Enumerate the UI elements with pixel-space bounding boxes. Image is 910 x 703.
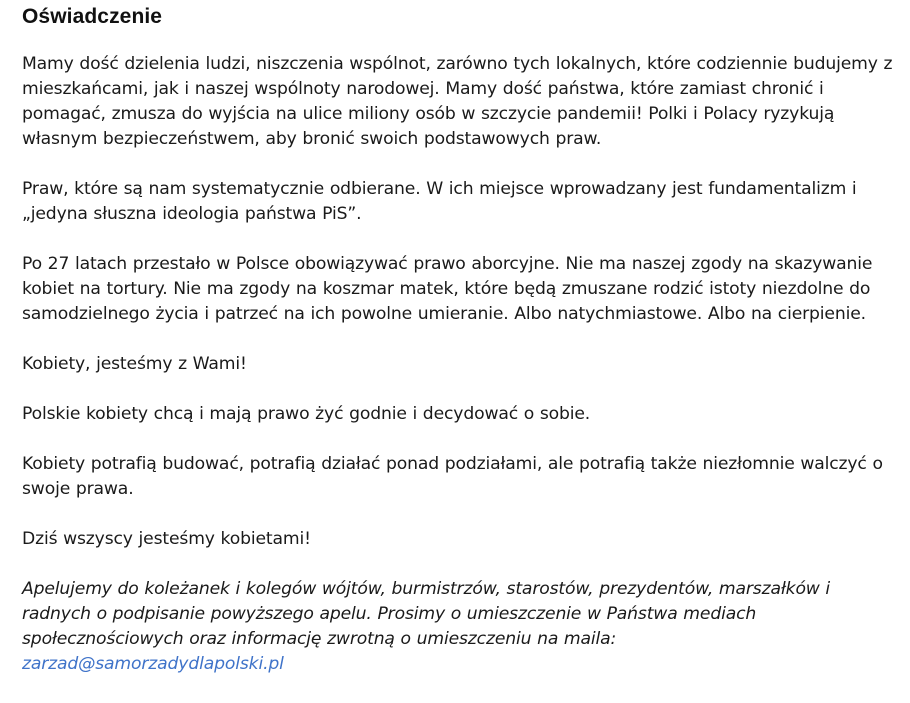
appeal-paragraph [22,577,902,677]
paragraph-2: Praw, które są nam systematycznie odbierane. W ich miejsce wprowadzany jest fundamentalizm i „jedyna słuszna ideologia państwa PiS”. [22,179,857,224]
paragraph-1: Mamy dość dzielenia ludzi, niszczenia wspólnot, zarówno tych lokalnych, które codziennie budujemy z mieszkańcami, jak i naszej wspólnoty narodowej. Mamy dość państwa, które zamiast chronić i pomagać, zmusza do wyjścia na ulice miliony osób w szczycie pandemii! Polki i Polacy ryzykują własnym bezpieczeństwem, aby bronić swoich podstawowych praw. [22,54,893,149]
paragraph-4: Kobiety, jesteśmy z Wami! [22,354,247,374]
email-link[interactable]: zarzad@samorzadydlapolski.pl [22,654,284,674]
appeal-text: Apelujemy do koleżanek i kolegów wójtów, burmistrzów, starostów, prezydentów, marszałków i radnych o podpisanie powyższego apelu. Prosimy o umieszczenie w Państwa mediach społecznościowych oraz informację zwrotną o umieszczeniu na maila: [22,579,831,649]
paragraph-5: Polskie kobiety chcą i mają prawo żyć godnie i decydować o sobie. [22,404,591,424]
statement-article [22,4,902,677]
statement-title: Oświadczenie [22,5,163,28]
paragraph-3: Po 27 latach przestało w Polsce obowiązywać prawo aborcyjne. Nie ma naszej zgody na skazywanie kobiet na tortury. Nie ma zgody na koszmar matek, które będą zmuszane rodzić istoty niezdolne do samodzielnego życia i patrzeć na ich powolne umieranie. Albo natychmiastowe. Albo na cierpienie. [22,254,873,324]
paragraph-7: Dziś wszyscy jesteśmy kobietami! [22,529,311,549]
paragraph-6: Kobiety potrafią budować, potrafią działać ponad podziałami, ale potrafią także niezłomnie walczyć o swoje prawa. [22,454,883,499]
